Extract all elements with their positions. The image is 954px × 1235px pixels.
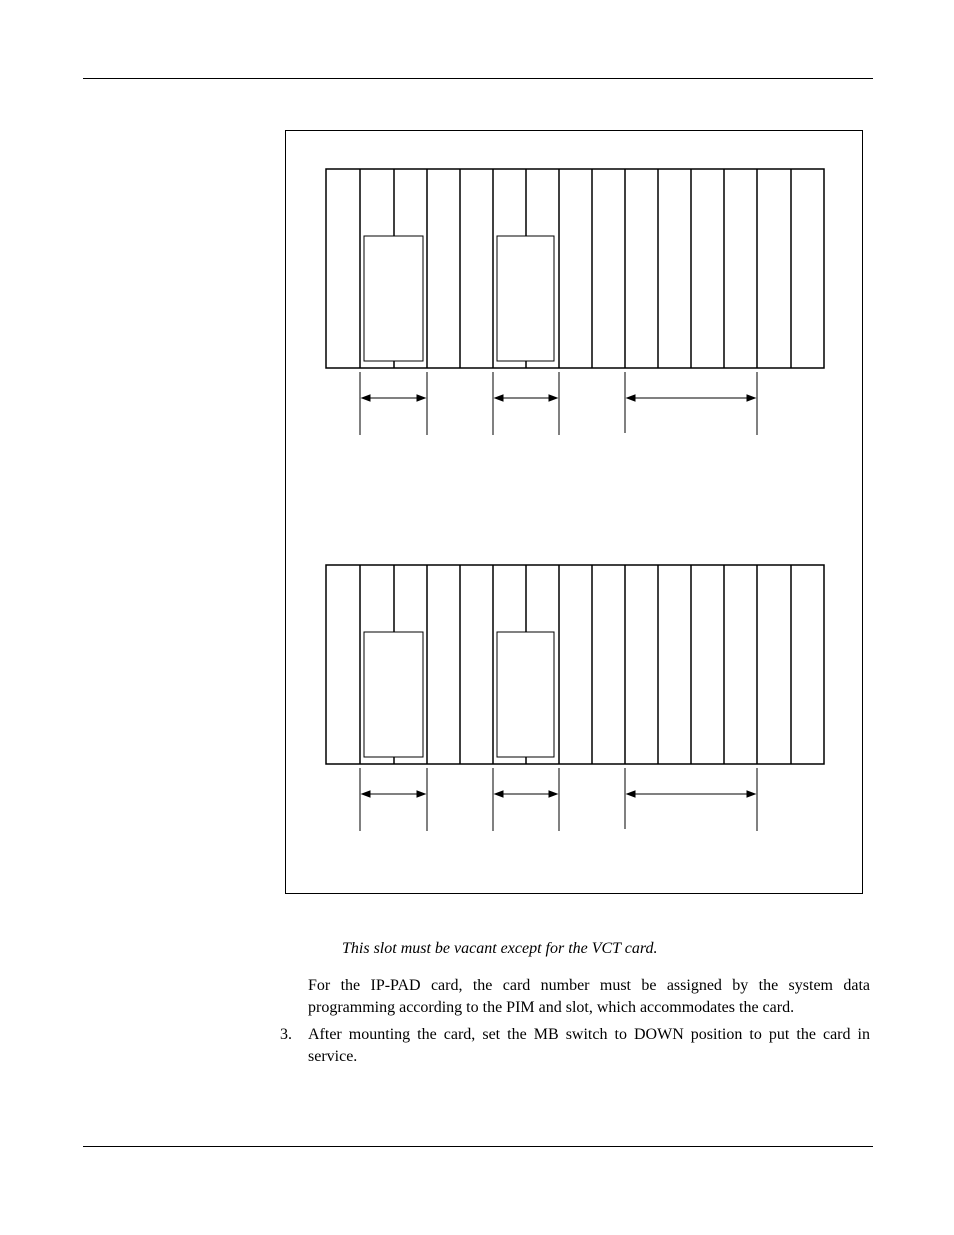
slot-dividers	[360, 169, 791, 368]
card-outline-2	[497, 236, 554, 361]
pim-slot-frame	[326, 565, 824, 764]
body-paragraph: For the IP-PAD card, the card number must be assigned by the system data programming according to the PIM and slot, which accommodates the card.	[308, 977, 870, 1016]
pim-diagram-upper	[326, 169, 824, 435]
pim-slot-frame	[326, 169, 824, 368]
slot-dividers	[360, 565, 791, 764]
footer-rule	[83, 1146, 873, 1147]
step-number: 3.	[280, 1026, 292, 1043]
procedure-step	[280, 1024, 870, 1068]
step-text: After mounting the card, set the MB switch to DOWN position to put the card in service.	[308, 1026, 870, 1065]
card-outline-1	[364, 236, 423, 361]
slot-note: This slot must be vacant except for the VCT card.	[342, 940, 658, 957]
dimension-extension-lines	[360, 372, 757, 435]
card-outline-1	[364, 632, 423, 757]
pim-diagram-lower	[326, 565, 824, 831]
card-outline-2	[497, 632, 554, 757]
dimension-extension-lines	[360, 768, 757, 831]
